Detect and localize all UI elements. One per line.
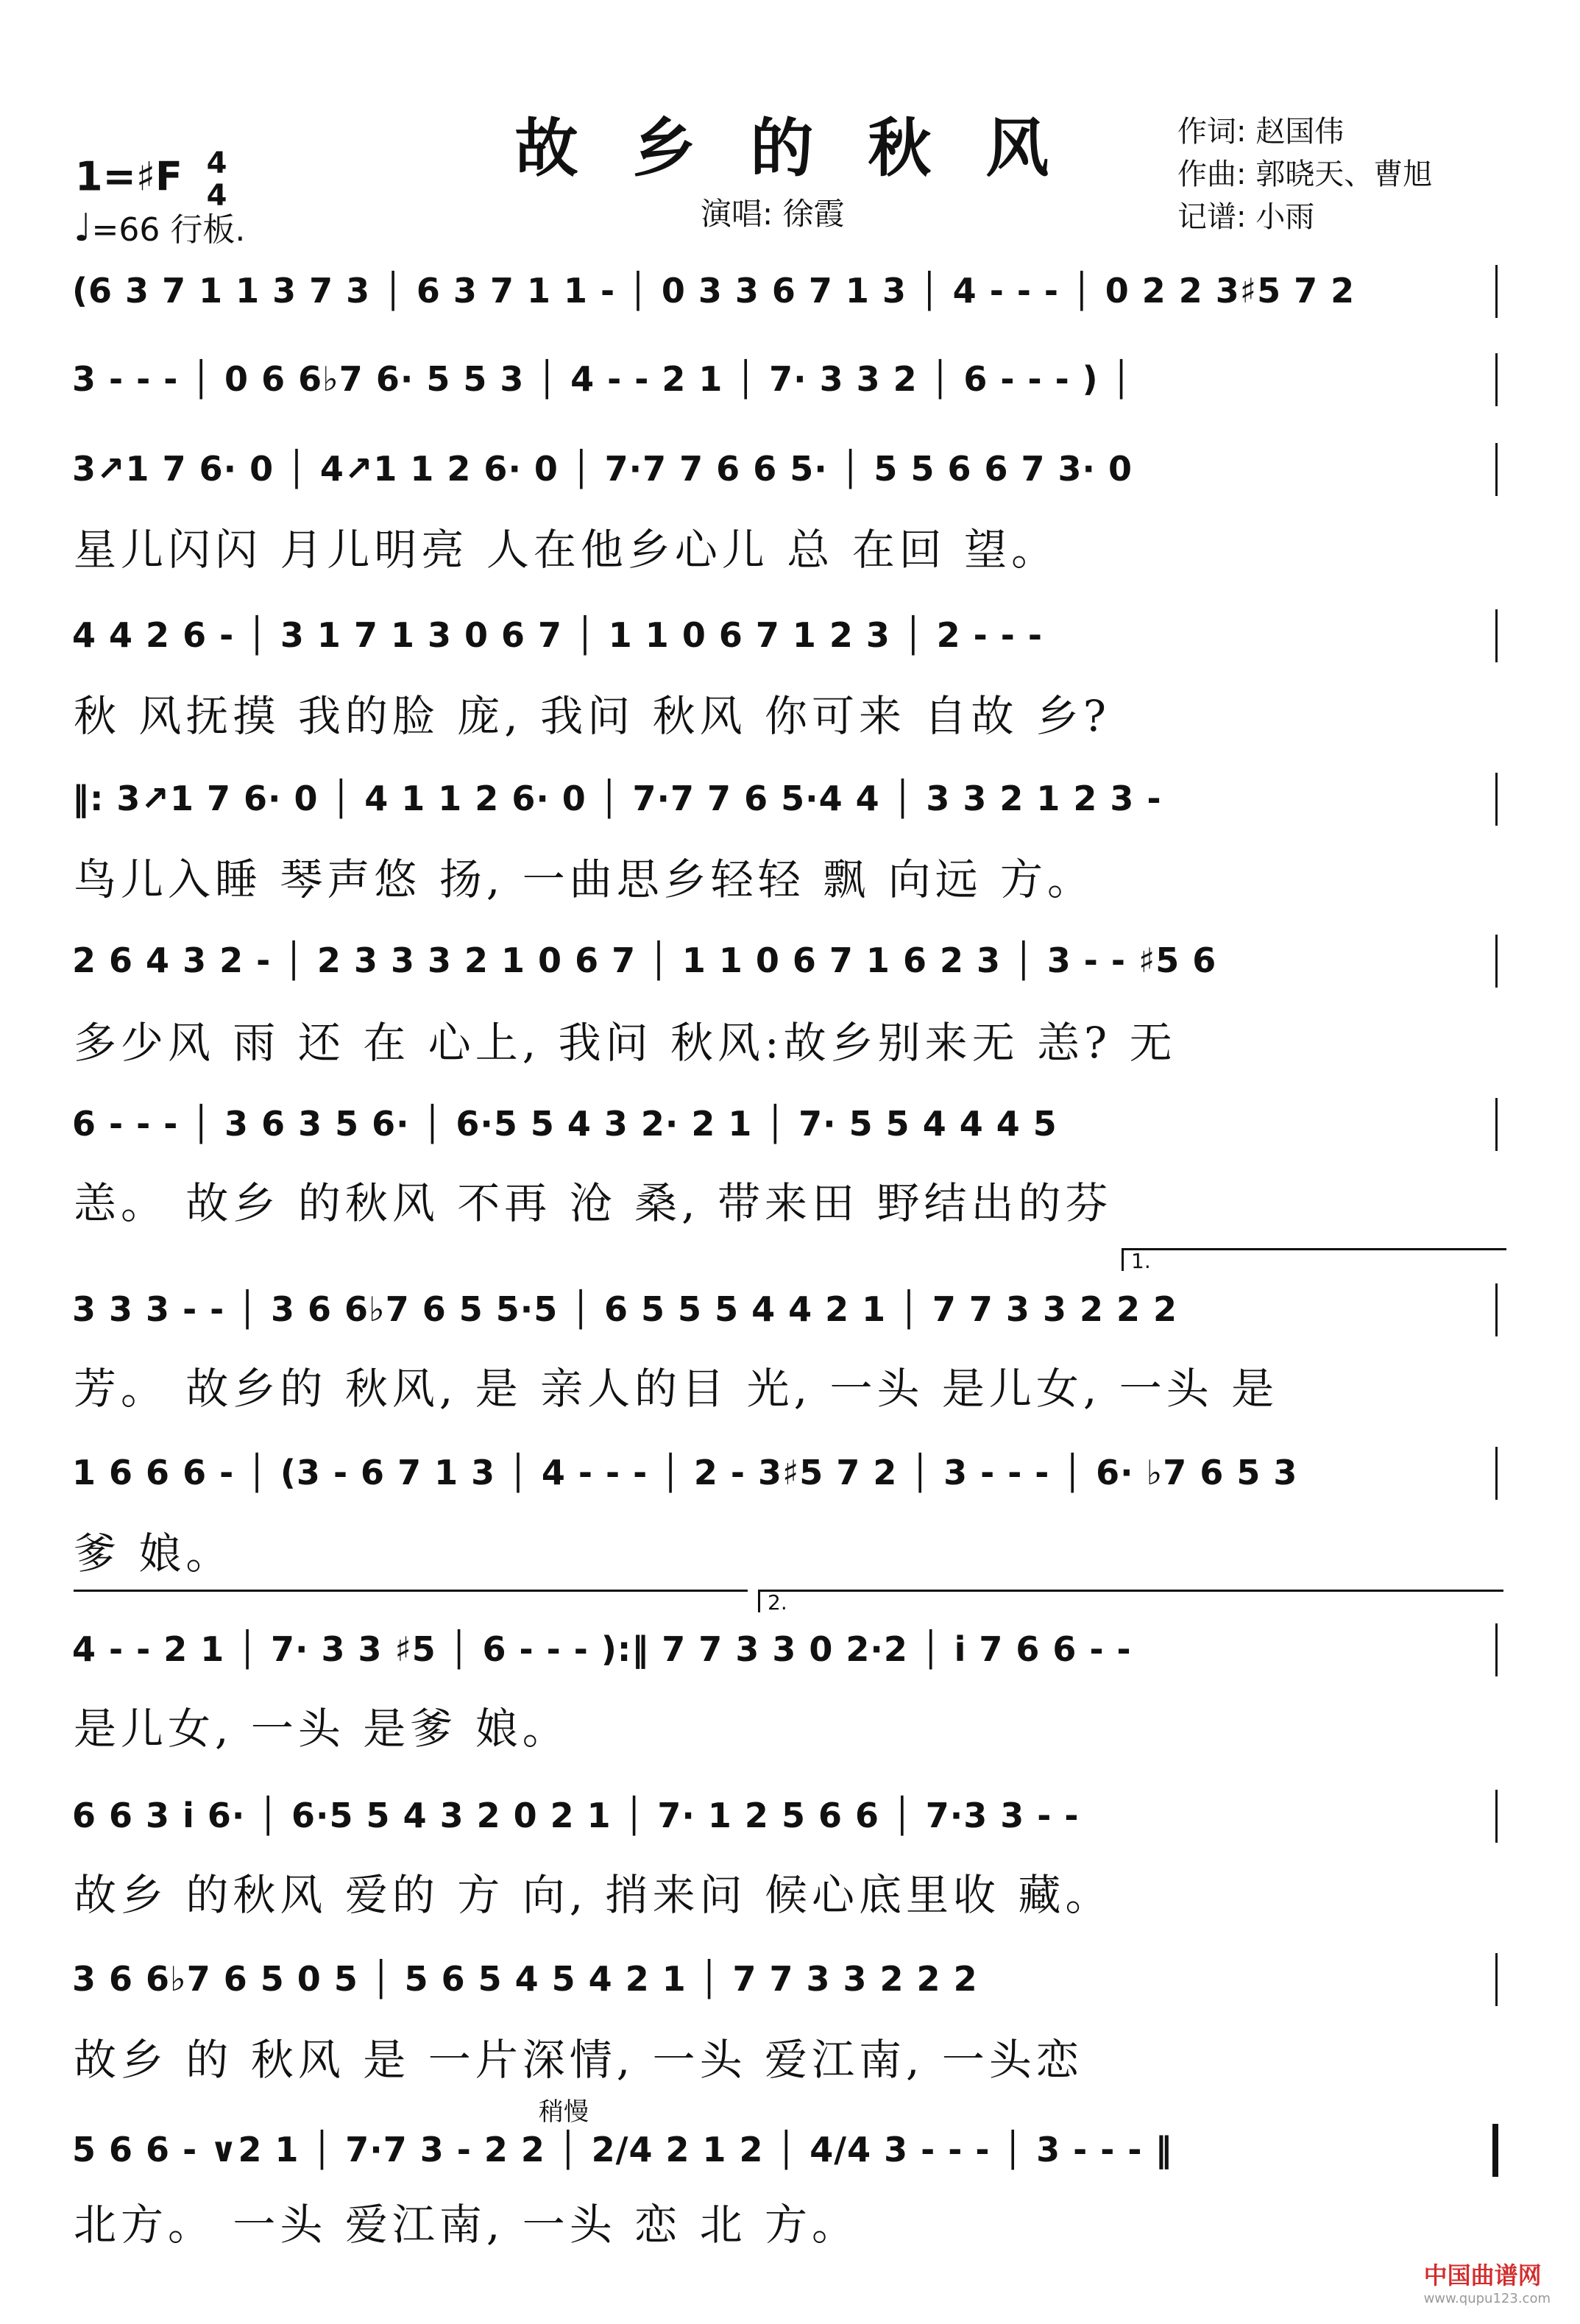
watermark-brand: 中国曲谱网 xyxy=(1423,2261,1542,2289)
notation-line-11: 6 6 3 i 6· │ 6·5 5 4 3 2 0 2 1 │ 7· 1 2 5 6 6 │ 7·3 3 - - xyxy=(72,1796,1080,1835)
barline xyxy=(1495,1790,1498,1843)
notation-line-12: 3 6 6♭7 6 5 0 5 │ 5 6 5 4 5 4 2 1 │ 7 7 3 3 2 2 2 xyxy=(72,1959,978,1999)
notation-line-6: 2 6 4 3 2 - │ 2 3 3 3 2 1 0 6 7 │ 1 1 0 6 7 1 6 2 3 │ 3 - - ♯5 6 xyxy=(72,940,1217,980)
barline xyxy=(1495,1953,1498,2006)
lyric-line-8: 芳。 故乡的 秋风, 是 亲人的目 光, 一头 是儿女, 一头 是 xyxy=(74,1364,1279,1414)
notation-line-3: 3↗1 7 6· 0 │ 4↗1 1 2 6· 0 │ 7·7 7 6 6 5· │ 5 5 6 6 7 3· 0 xyxy=(72,449,1133,489)
quarter-note-icon: ♩ xyxy=(74,206,92,250)
lyric-line-11: 故乡 的秋风 爱的 方 向, 捎来问 候心底里收 藏。 xyxy=(74,1870,1113,1920)
first-ending-continuation xyxy=(74,1590,748,1592)
barline xyxy=(1495,609,1498,662)
time-bottom: 4 xyxy=(206,179,227,213)
composer: 作曲: 郭晓天、曹旭 xyxy=(1177,157,1433,191)
notation-line-1: (6 3 7 1 1 3 7 3 │ 6 3 7 1 1 - │ 0 3 3 6 7 1 3 │ 4 - - - │ 0 2 2 3♯5 7 2 xyxy=(72,271,1356,311)
lyric-line-7: 恙。 故乡 的秋风 不再 沧 桑, 带来田 野结出的芬 xyxy=(74,1178,1113,1228)
notation-line-5: ‖: 3↗1 7 6· 0 │ 4 1 1 2 6· 0 │ 7·7 7 6 5·4 4 │ 3 3 2 1 2 3 - xyxy=(72,779,1162,818)
notation-line-13: 5 6 6 - ∨2 1 │ 7·7 3 - 2 2 │ 2/4 2 1 2 │ 4/4 3 - - - │ 3 - - - ‖ xyxy=(72,2130,1173,2169)
key-label: 1=♯F xyxy=(75,153,183,200)
transcriber: 记谱: 小雨 xyxy=(1177,200,1315,234)
barline xyxy=(1495,353,1498,406)
tempo-value: =66 行板. xyxy=(91,211,246,249)
lyric-line-5: 鸟儿入睡 琴声悠 扬, 一曲思乡轻轻 飘 向远 方。 xyxy=(74,854,1095,904)
final-barline xyxy=(1492,2124,1498,2177)
second-ending-label: 2. xyxy=(768,1590,787,1615)
notation-line-10: 4 - - 2 1 │ 7· 3 3 ♯5 │ 6 - - - ):‖ 7 7 3 3 0 2·2 │ i 7 6 6 - - xyxy=(72,1629,1132,1669)
lyricist: 作词: 赵国伟 xyxy=(1177,115,1345,149)
barline xyxy=(1495,265,1498,318)
lyric-line-12: 故乡 的 秋风 是 一片深情, 一头 爱江南, 一头恋 xyxy=(74,2035,1083,2085)
notation-line-9: 1 6 6 6 - │ (3 - 6 7 1 3 │ 4 - - - │ 2 - 3♯5 7 2 │ 3 - - - │ 6· ♭7 6 5 3 xyxy=(72,1453,1298,1492)
credits xyxy=(1177,110,1432,238)
key-signature xyxy=(75,147,227,212)
lyric-line-4: 秋 风抚摸 我的脸 庞, 我问 秋风 你可来 自故 乡? xyxy=(74,691,1111,741)
lyric-line-10: 是儿女, 一头 是爹 娘。 xyxy=(74,1704,570,1754)
lyric-line-9: 爹 娘。 xyxy=(74,1528,233,1579)
watermark-logo xyxy=(1424,2257,1551,2306)
first-ending-label: 1. xyxy=(1131,1249,1151,1273)
watermark-url: www.qupu123.com xyxy=(1423,2291,1551,2306)
song-title: 故 乡 的 秋 风 xyxy=(514,111,1066,185)
slower-marking: 稍慢 xyxy=(539,2097,589,2127)
notation-line-8: 3 3 3 - - │ 3 6 6♭7 6 5 5·5 │ 6 5 5 5 4 4 2 1 │ 7 7 3 3 2 2 2 xyxy=(72,1289,1178,1329)
barline xyxy=(1495,935,1498,988)
singer: 演唱: 徐霞 xyxy=(701,196,845,232)
tempo-marking xyxy=(74,203,245,250)
second-ending-bracket xyxy=(758,1590,1503,1615)
time-signature xyxy=(207,147,227,212)
barline xyxy=(1495,1283,1498,1336)
lyric-line-13: 北方。 一头 爱江南, 一头 恋 北 方。 xyxy=(74,2200,860,2250)
barline xyxy=(1495,443,1498,496)
lyric-line-6: 多少风 雨 还 在 心上, 我问 秋风:故乡别来无 恙? 无 xyxy=(74,1018,1177,1068)
barline xyxy=(1495,1447,1498,1500)
lyric-line-3: 星儿闪闪 月儿明亮 人在他乡心儿 总 在回 望。 xyxy=(74,525,1059,575)
barline xyxy=(1495,773,1498,826)
barline xyxy=(1495,1098,1498,1151)
time-top: 4 xyxy=(206,146,227,180)
notation-line-2: 3 - - - │ 0 6 6♭7 6· 5 5 3 │ 4 - - 2 1 │ 7· 3 3 2 │ 6 - - - ) │ xyxy=(72,359,1133,399)
first-ending-bracket xyxy=(1122,1248,1506,1271)
notation-line-4: 4 4 2 6 - │ 3 1 7 1 3 0 6 7 │ 1 1 0 6 7 1 2 3 │ 2 - - - xyxy=(72,615,1043,655)
barline xyxy=(1495,1623,1498,1676)
notation-line-7: 6 - - - │ 3 6 3 5 6· │ 6·5 5 4 3 2· 2 1 │ 7· 5 5 4 4 4 5 xyxy=(72,1104,1058,1144)
